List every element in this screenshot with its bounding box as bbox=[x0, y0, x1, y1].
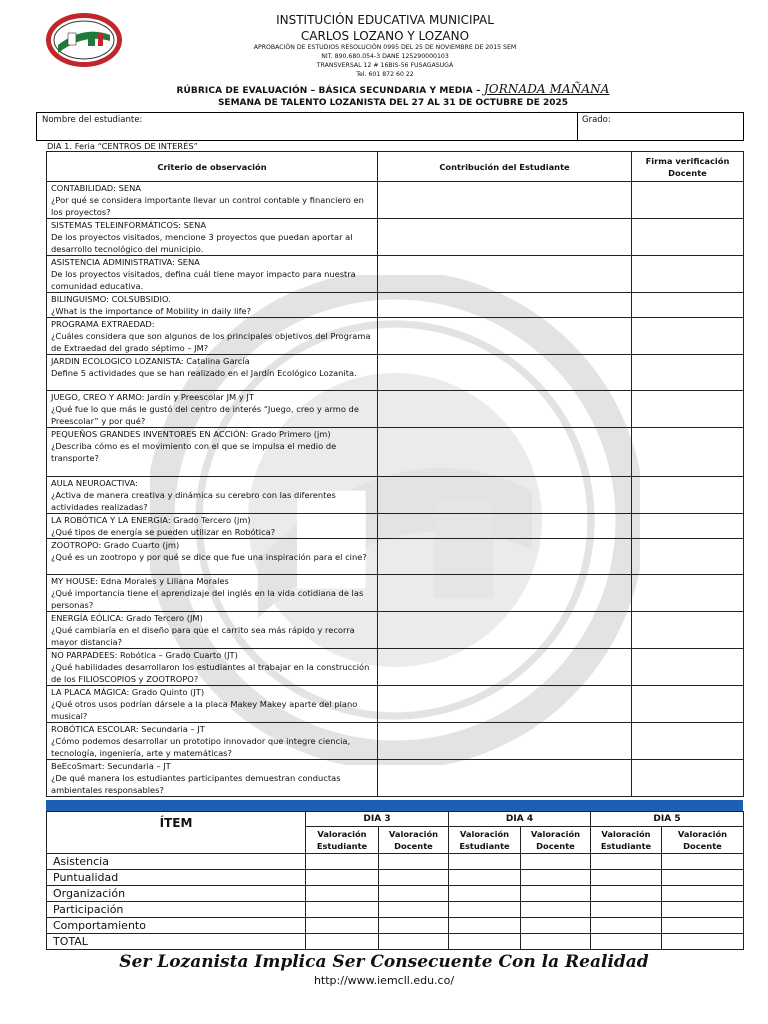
rating-cell[interactable] bbox=[591, 918, 662, 934]
signature-cell[interactable] bbox=[632, 428, 744, 477]
criteria-title: LA PLACA MÁGICA: Grado Quinto (JT) bbox=[51, 687, 205, 697]
signature-cell[interactable] bbox=[632, 293, 744, 318]
contribution-cell[interactable] bbox=[378, 514, 632, 539]
day5-header: DIA 5 bbox=[591, 812, 744, 827]
day3-student-rating-header: Valoración Estudiante bbox=[306, 827, 379, 854]
criteria-cell bbox=[47, 760, 378, 797]
contribution-cell[interactable] bbox=[378, 686, 632, 723]
footer-motto: Ser Lozanista Implica Ser Consecuente Con la Realidad bbox=[119, 952, 649, 972]
criteria-cell bbox=[47, 539, 378, 575]
rating-cell[interactable] bbox=[591, 870, 662, 886]
rating-cell[interactable] bbox=[449, 886, 521, 902]
signature-cell[interactable] bbox=[632, 760, 744, 797]
contribution-cell[interactable] bbox=[378, 760, 632, 797]
criteria-title: AULA NEUROACTIVA: bbox=[51, 478, 138, 488]
footer-url[interactable]: http://www.iemcll.edu.co/ bbox=[313, 974, 455, 987]
evaluation-row bbox=[47, 870, 744, 886]
contribution-cell[interactable] bbox=[378, 182, 632, 219]
rating-cell[interactable] bbox=[662, 934, 744, 950]
evaluation-item-label: Comportamiento bbox=[47, 918, 306, 934]
rating-cell[interactable] bbox=[449, 918, 521, 934]
rubric-title bbox=[40, 82, 746, 96]
day5-teacher-rating-header: Valoración Docente bbox=[662, 827, 744, 854]
criteria-cell bbox=[47, 182, 378, 219]
contribution-cell[interactable] bbox=[378, 256, 632, 293]
criteria-title: MY HOUSE: Edna Morales y Liliana Morales bbox=[51, 576, 229, 586]
criteria-title: ENERGÍA EÓLICA: Grado Tercero (JM) bbox=[51, 613, 203, 623]
contribution-header: Contribución del Estudiante bbox=[378, 152, 632, 182]
criteria-title: NO PARPADEES: Robótica – Grado Cuarto (JT) bbox=[51, 650, 238, 660]
rating-cell[interactable] bbox=[662, 870, 744, 886]
criteria-question: ¿Qué habilidades desarrollaron los estudiantes al trabajar en la construcción de los FILIOSCOPIOS y ZOOTROPO? bbox=[51, 662, 370, 684]
rating-cell[interactable] bbox=[591, 886, 662, 902]
rating-cell[interactable] bbox=[662, 854, 744, 870]
rating-cell[interactable] bbox=[306, 886, 379, 902]
day4-teacher-rating-header: Valoración Docente bbox=[521, 827, 591, 854]
item-header: ÍTEM bbox=[47, 812, 306, 854]
student-name-label: Nombre del estudiante: bbox=[42, 115, 143, 125]
rating-cell[interactable] bbox=[521, 918, 591, 934]
criteria-question: De los proyectos visitados, mencione 3 proyectos que puedan aportar al desarrollo tecnológico del municipio. bbox=[51, 232, 353, 254]
signature-cell[interactable] bbox=[632, 612, 744, 649]
rating-cell[interactable] bbox=[449, 870, 521, 886]
criteria-row bbox=[47, 355, 744, 391]
evaluation-item-label: Puntualidad bbox=[47, 870, 306, 886]
evaluation-table bbox=[46, 811, 744, 950]
criteria-cell bbox=[47, 428, 378, 477]
signature-cell[interactable] bbox=[632, 355, 744, 391]
criteria-question: ¿Por qué se considera importante llevar un control contable y financiero en los proyectos? bbox=[51, 195, 364, 217]
criteria-row bbox=[47, 182, 744, 219]
signature-cell[interactable] bbox=[632, 256, 744, 293]
section-divider-bar bbox=[46, 800, 743, 811]
criteria-row bbox=[47, 391, 744, 428]
contribution-cell[interactable] bbox=[378, 318, 632, 355]
signature-cell[interactable] bbox=[632, 723, 744, 760]
contribution-cell[interactable] bbox=[378, 355, 632, 391]
criteria-cell bbox=[47, 355, 378, 391]
rating-cell[interactable] bbox=[379, 886, 449, 902]
criteria-title: JARDIN ECOLOGICO LOZANISTA: Catalina García bbox=[51, 356, 250, 366]
rating-cell[interactable] bbox=[379, 902, 449, 918]
criteria-table bbox=[46, 151, 744, 797]
criteria-cell bbox=[47, 649, 378, 686]
rating-cell[interactable] bbox=[521, 902, 591, 918]
criteria-question: ¿Qué importancia tiene el aprendizaje del inglés en la vida cotidiana de las personas? bbox=[51, 588, 364, 610]
contribution-cell[interactable] bbox=[378, 428, 632, 477]
criteria-title: ROBÓTICA ESCOLAR: Secundaria – JT bbox=[51, 724, 205, 734]
criteria-title: ASISTENCIA ADMINISTRATIVA: SENA bbox=[51, 257, 200, 267]
evaluation-row bbox=[47, 918, 744, 934]
criteria-header: Criterio de observación bbox=[47, 152, 378, 182]
evaluation-row bbox=[47, 902, 744, 918]
rating-cell[interactable] bbox=[449, 902, 521, 918]
criteria-question: ¿Describa cómo es el movimiento con el que se impulsa el medio de transporte? bbox=[51, 441, 337, 463]
criteria-title: JUEGO, CREO Y ARMO: Jardín y Preescolar JM y JT bbox=[51, 392, 254, 402]
criteria-question: ¿Qué es un zootropo y por qué se dice que fue una inspiración para el cine? bbox=[51, 552, 367, 562]
rating-cell[interactable] bbox=[449, 854, 521, 870]
evaluation-row bbox=[47, 854, 744, 870]
rating-cell[interactable] bbox=[662, 886, 744, 902]
day4-header: DIA 4 bbox=[449, 812, 591, 827]
criteria-question: ¿Qué cambiaría en el diseño para que el carrito sea más rápido y recorra mayor distancia? bbox=[51, 625, 355, 647]
criteria-cell bbox=[47, 686, 378, 723]
criteria-cell bbox=[47, 318, 378, 355]
signature-cell[interactable] bbox=[632, 182, 744, 219]
criteria-row bbox=[47, 293, 744, 318]
institution-title: INSTITUCIÓN EDUCATIVA MUNICIPAL bbox=[276, 13, 494, 27]
contribution-cell[interactable] bbox=[378, 293, 632, 318]
criteria-question: De los proyectos visitados, defina cuál tiene mayor impacto para nuestra comunidad educativa. bbox=[51, 269, 356, 291]
signature-cell[interactable] bbox=[632, 318, 744, 355]
semana-title: SEMANA DE TALENTO LOZANISTA DEL 27 AL 31 DE OCTUBRE DE 2025 bbox=[217, 98, 569, 108]
rating-cell[interactable] bbox=[521, 886, 591, 902]
contribution-cell[interactable] bbox=[378, 575, 632, 612]
nit-dane-text: NIT. 890.680.054-3 DANE 125290000103 bbox=[321, 53, 449, 60]
grade-label: Grado: bbox=[582, 115, 611, 125]
rating-cell[interactable] bbox=[591, 854, 662, 870]
student-box-divider bbox=[577, 113, 578, 140]
approval-text: APROBACIÓN DE ESTUDIOS RESOLUCIÓN 0995 DEL 25 DE NOVIEMBRE DE 2015 SEM bbox=[253, 44, 517, 51]
criteria-cell bbox=[47, 391, 378, 428]
day3-header: DIA 3 bbox=[306, 812, 449, 827]
criteria-row bbox=[47, 612, 744, 649]
criteria-cell bbox=[47, 575, 378, 612]
rating-cell[interactable] bbox=[449, 934, 521, 950]
rating-cell[interactable] bbox=[591, 902, 662, 918]
evaluation-item-label: Asistencia bbox=[47, 854, 306, 870]
contribution-cell[interactable] bbox=[378, 723, 632, 760]
signature-cell[interactable] bbox=[632, 575, 744, 612]
evaluation-item-label: TOTAL bbox=[47, 934, 306, 950]
criteria-row bbox=[47, 514, 744, 539]
signature-cell[interactable] bbox=[632, 477, 744, 514]
criteria-question: Define 5 actividades que se han realizado en el Jardín Ecológico Lozanita. bbox=[51, 368, 357, 378]
contribution-cell[interactable] bbox=[378, 539, 632, 575]
criteria-question: ¿Activa de manera creativa y dinámica su cerebro con las diferentes actividades realizadas? bbox=[51, 490, 336, 512]
rating-cell[interactable] bbox=[306, 902, 379, 918]
rating-cell[interactable] bbox=[379, 934, 449, 950]
criteria-cell bbox=[47, 256, 378, 293]
criteria-cell bbox=[47, 723, 378, 760]
signature-cell[interactable] bbox=[632, 686, 744, 723]
rating-cell[interactable] bbox=[306, 918, 379, 934]
rating-cell[interactable] bbox=[662, 918, 744, 934]
contribution-cell[interactable] bbox=[378, 391, 632, 428]
signature-cell[interactable] bbox=[632, 391, 744, 428]
contribution-cell[interactable] bbox=[378, 612, 632, 649]
criteria-title: PROGRAMA EXTRAEDAD: bbox=[51, 319, 155, 329]
signature-header: Firma verificación Docente bbox=[632, 152, 744, 182]
criteria-row bbox=[47, 477, 744, 514]
criteria-question: ¿De qué manera los estudiantes participantes demuestran conductas ambientales responsables? bbox=[51, 773, 341, 795]
criteria-title: SISTEMAS TELEINFORMÁTICOS: SENA bbox=[51, 220, 207, 230]
criteria-row bbox=[47, 649, 744, 686]
contribution-cell[interactable] bbox=[378, 219, 632, 256]
school-crest-icon bbox=[44, 11, 124, 69]
day1-label: DIA 1. Feria “CENTROS DE INTERÉS” bbox=[47, 141, 198, 151]
criteria-cell bbox=[47, 477, 378, 514]
rating-cell[interactable] bbox=[662, 902, 744, 918]
evaluation-item-label: Participación bbox=[47, 902, 306, 918]
evaluation-body bbox=[47, 854, 744, 950]
rating-cell[interactable] bbox=[521, 870, 591, 886]
day4-student-rating-header: Valoración Estudiante bbox=[449, 827, 521, 854]
address-text: TRANSVERSAL 12 # 16BIS-56 FUSAGASUGÁ bbox=[316, 62, 454, 69]
day3-teacher-rating-header: Valoración Docente bbox=[379, 827, 449, 854]
signature-cell[interactable] bbox=[632, 649, 744, 686]
student-info-box bbox=[36, 112, 744, 141]
rating-cell[interactable] bbox=[379, 918, 449, 934]
signature-cell[interactable] bbox=[632, 219, 744, 256]
criteria-row bbox=[47, 219, 744, 256]
criteria-row bbox=[47, 256, 744, 293]
criteria-row bbox=[47, 318, 744, 355]
criteria-cell bbox=[47, 612, 378, 649]
criteria-question: ¿Cómo podemos desarrollar un prototipo innovador que integre ciencia, tecnología, ingeniería, arte y matemáticas? bbox=[51, 736, 351, 758]
evaluation-item-label: Organización bbox=[47, 886, 306, 902]
evaluation-row bbox=[47, 934, 744, 950]
rating-cell[interactable] bbox=[379, 854, 449, 870]
criteria-cell bbox=[47, 293, 378, 318]
contribution-cell[interactable] bbox=[378, 477, 632, 514]
criteria-title: BeEcoSmart: Secundaria – JT bbox=[51, 761, 171, 771]
evaluation-row bbox=[47, 886, 744, 902]
criteria-question: ¿Cuáles considera que son algunos de los principales objetivos del Programa de Extraedad del grado séptimo – JM? bbox=[51, 331, 371, 353]
rating-cell[interactable] bbox=[521, 934, 591, 950]
criteria-cell bbox=[47, 514, 378, 539]
criteria-title: BILINGUISMO: COLSUBSIDIO. bbox=[51, 294, 171, 304]
criteria-row bbox=[47, 760, 744, 797]
contribution-cell[interactable] bbox=[378, 649, 632, 686]
rating-cell[interactable] bbox=[306, 934, 379, 950]
day5-student-rating-header: Valoración Estudiante bbox=[591, 827, 662, 854]
signature-cell[interactable] bbox=[632, 539, 744, 575]
signature-cell[interactable] bbox=[632, 514, 744, 539]
rating-cell[interactable] bbox=[306, 870, 379, 886]
rubric-prefix: RÚBRICA DE EVALUACIÓN – BÁSICA SECUNDARIA Y MEDIA – bbox=[176, 86, 484, 96]
criteria-title: ZOOTROPO: Grado Cuarto (jm) bbox=[51, 540, 180, 550]
criteria-body bbox=[47, 182, 744, 797]
school-name: CARLOS LOZANO Y LOZANO bbox=[300, 29, 470, 43]
criteria-title: PEQUEÑOS GRANDES INVENTORES EN ACCIÓN: Grado Primero (jm) bbox=[51, 429, 331, 439]
criteria-question: ¿Qué otros usos podrían dársele a la placa Makey Makey aparte del plano musical? bbox=[51, 699, 358, 721]
rating-cell[interactable] bbox=[306, 854, 379, 870]
rating-cell[interactable] bbox=[591, 934, 662, 950]
criteria-question: ¿What is the importance of Mobility in daily life? bbox=[51, 306, 252, 316]
criteria-row bbox=[47, 539, 744, 575]
criteria-row bbox=[47, 428, 744, 477]
criteria-row bbox=[47, 575, 744, 612]
criteria-question: ¿Qué tipos de energía se pueden utilizar en Robótica? bbox=[51, 527, 276, 537]
phone-text: Tel. 601 872 60 22 bbox=[356, 71, 414, 78]
rating-cell[interactable] bbox=[521, 854, 591, 870]
criteria-cell bbox=[47, 219, 378, 256]
criteria-row bbox=[47, 723, 744, 760]
rating-cell[interactable] bbox=[379, 870, 449, 886]
criteria-title: CONTABILIDAD: SENA bbox=[51, 183, 141, 193]
criteria-question: ¿Qué fue lo que más le gustó del centro de interés “Juego, creo y armo de Preescolar” y por qué? bbox=[51, 404, 359, 426]
criteria-row bbox=[47, 686, 744, 723]
jornada-label: JORNADA MAÑANA bbox=[483, 82, 610, 96]
criteria-title: LA ROBÓTICA Y LA ENERGIA: Grado Tercero (jm) bbox=[51, 515, 251, 525]
